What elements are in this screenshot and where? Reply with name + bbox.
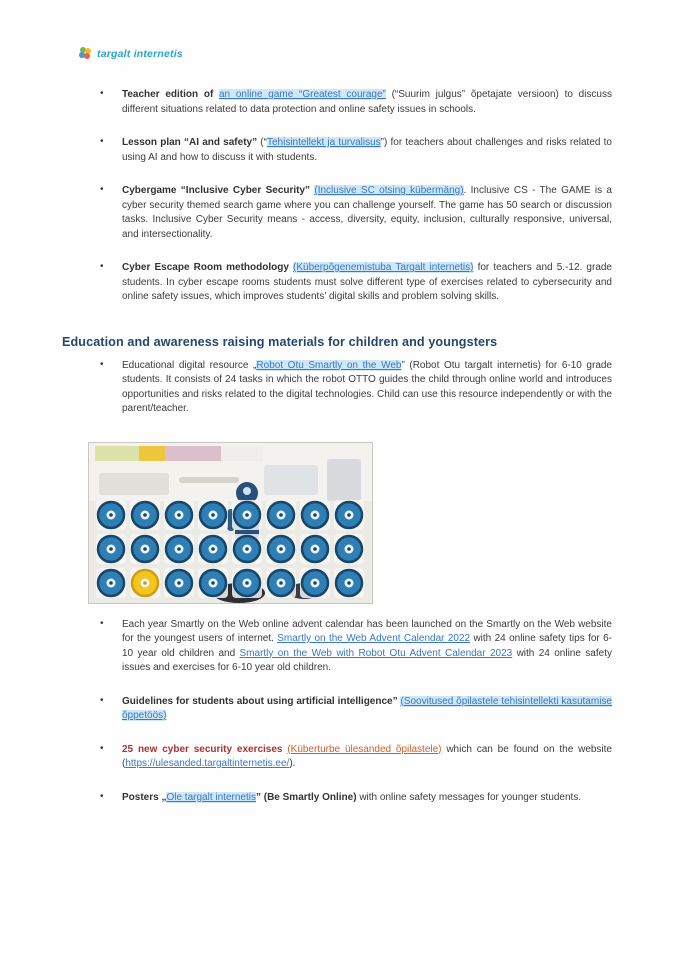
text-run: ” (Robot Otu targalt internetis) for 6-10 grade students. It consists of 24 tasks in which the robot OTTO guides the child through online world and introduces opportunities and risks related to the digital technologies. Child can use this resource independently or with the parent/teacher. [122, 359, 612, 414]
bullet-marker: • [100, 184, 104, 195]
hyperlink[interactable]: Smartly on the Web with Robot Otu Advent Calendar 2023 [239, 647, 513, 659]
text-run: Posters „ [122, 791, 167, 803]
robot-otu-resource-screenshot [88, 442, 373, 604]
bullet-marker: • [100, 136, 104, 147]
site-logo [78, 46, 183, 61]
bullet-item [62, 695, 612, 724]
bullet-item [62, 88, 612, 117]
hyperlink[interactable]: https://ulesanded.targaltinternetis.ee/ [125, 758, 290, 769]
bullet-marker: • [100, 694, 104, 706]
text-run: with 24 online safety issues and exercises for 6-10 year old children. [122, 647, 612, 673]
hyperlink[interactable]: Robot Otu Smartly on the Web [256, 359, 402, 371]
calendar-grid-illustration [89, 443, 372, 603]
text-run: Educational digital resource „ [122, 359, 257, 371]
text-run: Cybergame “Inclusive Cyber Security” [122, 185, 315, 196]
text-run: with 24 online safety tips for 6-10 year old children and [122, 633, 612, 659]
logo-flower-icon [78, 46, 93, 61]
logo-text: targalt internetis [97, 47, 183, 60]
text-run: (“Suurim julgus” õpetajate versioon) to discuss different situations related to data protection and online safety issues in schools. [122, 89, 612, 115]
bullet-item [62, 261, 612, 305]
text-run: Teacher edition of [122, 89, 219, 100]
hyperlink[interactable]: (Inclusive SC otsing kübermäng) [314, 185, 464, 196]
text-run: Guidelines for students about using artificial intelligence” [122, 695, 401, 707]
bullet-marker: • [100, 742, 104, 754]
hyperlink[interactable]: Ole targalt internetis [166, 791, 256, 803]
text-run: 25 new cyber security exercises [122, 743, 288, 755]
text-run: Lesson plan “AI and safety” [122, 137, 261, 148]
bullet-marker: • [100, 790, 104, 802]
section-heading: Education and awareness raising materials for children and youngsters [62, 334, 498, 349]
bullet-item [62, 184, 612, 242]
text-run: ”) for teachers about challenges and risks related to using AI and how to discuss it with students. [122, 137, 612, 163]
text-run: with online safety messages for younger students. [359, 791, 582, 803]
hyperlink[interactable]: (Küberturbe ülesanded õpilastele) [287, 743, 442, 755]
bullet-item [62, 743, 612, 772]
hyperlink[interactable]: Smartly on the Web Advent Calendar 2022 [277, 633, 471, 644]
document-content [62, 88, 612, 824]
bullet-item [62, 136, 612, 165]
text-run: which can be found on the website ( [122, 743, 612, 769]
hyperlink[interactable]: Tehisintellekt ja turvalisus [266, 137, 381, 148]
bullet-marker: • [100, 617, 104, 629]
hyperlink[interactable]: (Soovitused õpilastele tehisintellekti kasutamise õppetöös) [122, 695, 612, 721]
text-run: Each year Smartly on the Web online advent calendar has been launched on the Smartly on the Web website for the youngest users of internet. [122, 618, 612, 644]
bullet-item [62, 618, 612, 676]
text-run: (“ [260, 137, 267, 148]
hyperlink[interactable]: (Küberpõgenemistuba Targalt internetis) [293, 262, 474, 273]
bullet-marker: • [100, 88, 104, 99]
text-run: ). [289, 758, 296, 769]
text-run: . Inclusive CS - The GAME is a cyber security themed search game where you can challenge yourself. The game has 50 search or discussion tasks. Inclusive Cyber Security means - access, diversity, equity, inclusion, culturally responsive, universal, and intersectionality. [122, 185, 612, 240]
bullet-item [62, 791, 612, 806]
hyperlink[interactable]: an online game “Greatest courage” [219, 89, 386, 100]
bullet-marker: • [100, 261, 104, 272]
bullet-marker: • [100, 358, 104, 370]
text-run: Cyber Escape Room methodology [122, 262, 294, 273]
text-run: ” (Be Smartly Online) [255, 791, 360, 803]
bullet-item [62, 359, 612, 417]
text-run: for teachers and 5.-12. grade students. In cyber escape rooms students must solve different type of exercises related to cybersecurity and online safety issues, which improves students’ digital skills and problem solving skills. [122, 262, 612, 302]
